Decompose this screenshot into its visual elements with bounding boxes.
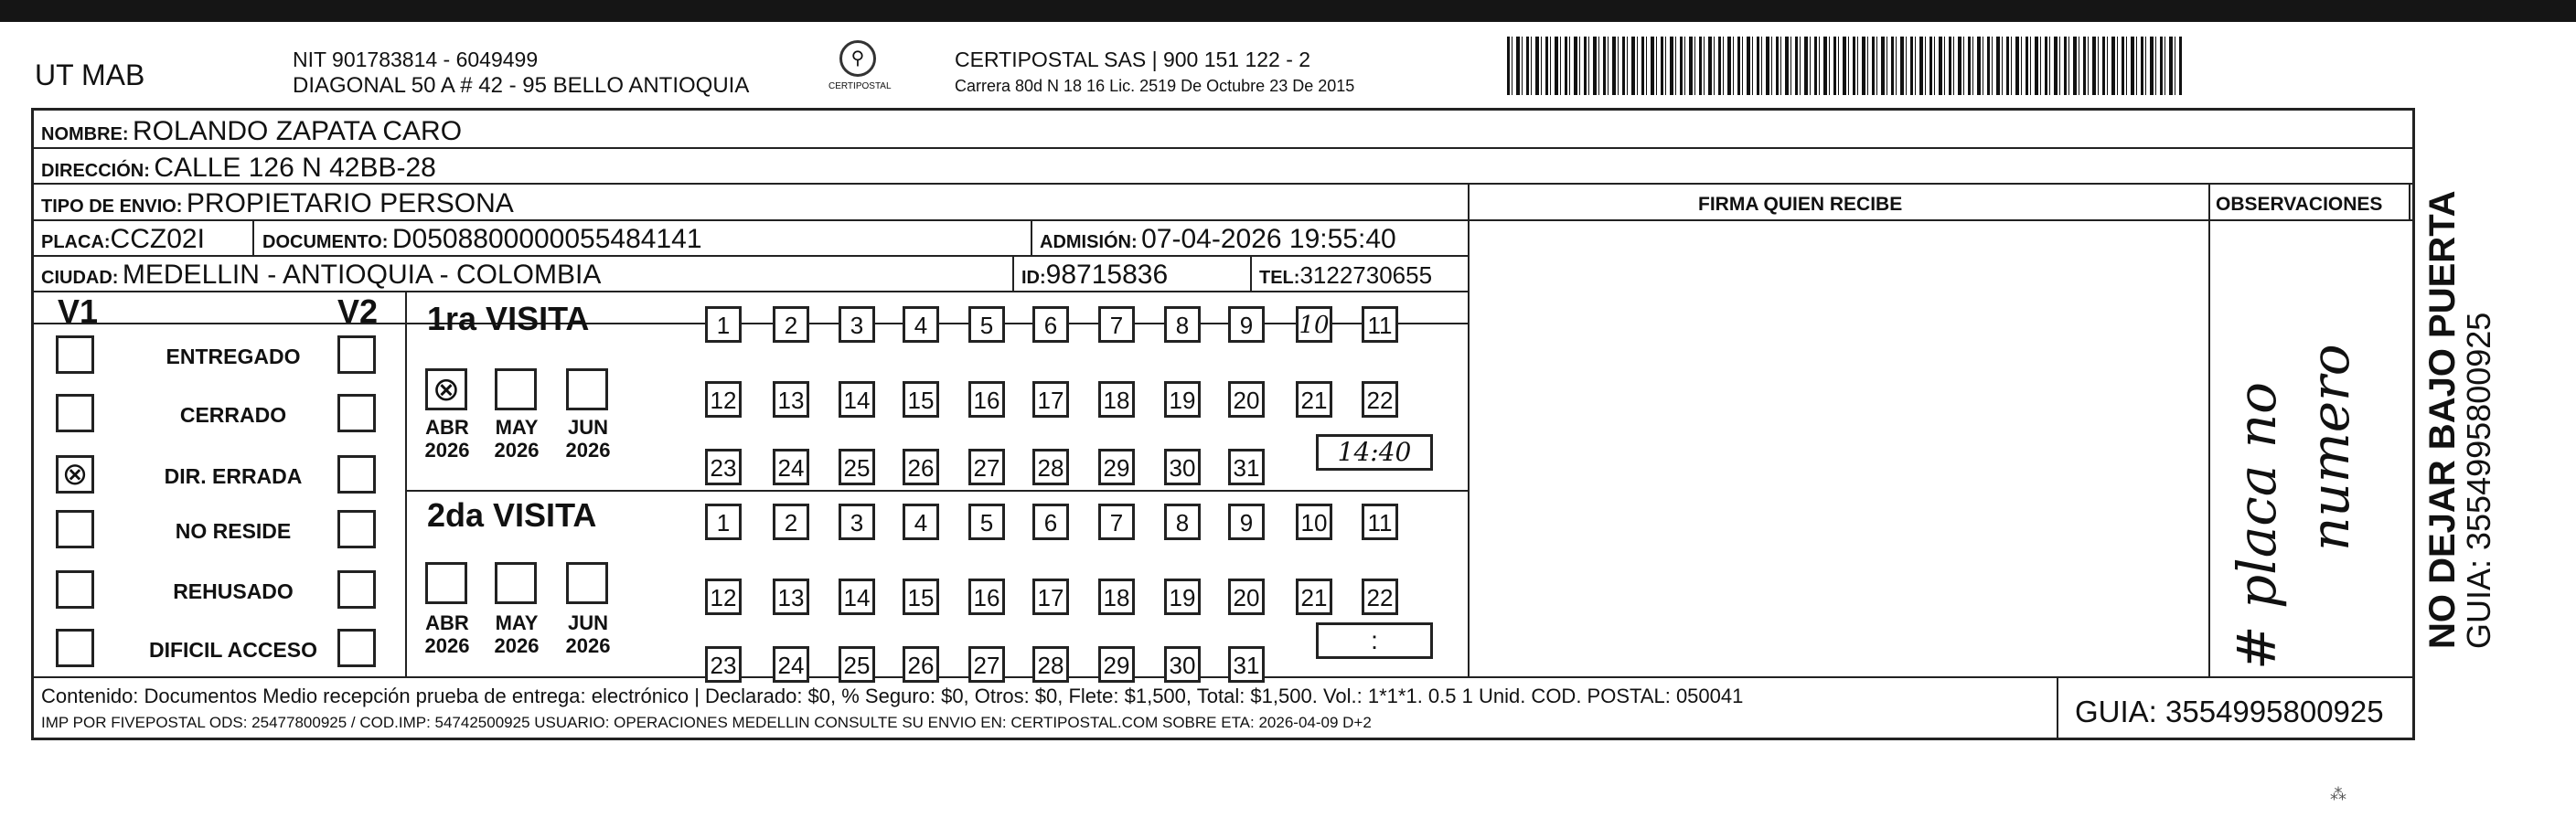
- day-box[interactable]: 2: [773, 306, 809, 343]
- year-label: 2026: [565, 439, 611, 462]
- v1-checkbox-rehusado[interactable]: [56, 570, 94, 609]
- day-box[interactable]: 19: [1164, 579, 1201, 615]
- firma-divider: [1468, 183, 1470, 676]
- day-box[interactable]: 19: [1164, 381, 1201, 418]
- day-box[interactable]: 11: [1362, 306, 1398, 343]
- day-box[interactable]: 25: [839, 449, 875, 485]
- option-entregado: ENTREGADO: [166, 345, 301, 368]
- day-box[interactable]: 24: [773, 449, 809, 485]
- v1-header: V1: [58, 292, 99, 330]
- day-box[interactable]: 21: [1296, 381, 1332, 418]
- ciudad-label: CIUDAD:: [41, 268, 119, 288]
- day-box[interactable]: 8: [1164, 306, 1201, 343]
- day-box[interactable]: 14: [839, 579, 875, 615]
- day-box[interactable]: 17: [1032, 579, 1069, 615]
- v1-checkbox-dificil-acceso[interactable]: [56, 629, 94, 667]
- cell-divider: [252, 219, 254, 255]
- v2-checkbox-rehusado[interactable]: [337, 570, 376, 609]
- direccion-label: DIRECCIÓN:: [41, 161, 150, 181]
- row-divider: [34, 291, 1470, 292]
- observaciones-header: OBSERVACIONES: [2216, 194, 2383, 215]
- day-box[interactable]: 4: [903, 504, 939, 540]
- v2-checkbox-entregado[interactable]: [337, 335, 376, 374]
- year-label: 2026: [424, 634, 470, 658]
- day-box[interactable]: 24: [773, 646, 809, 683]
- day-box[interactable]: 17: [1032, 381, 1069, 418]
- option-dificil-acceso: DIFICIL ACCESO: [148, 638, 317, 662]
- first-visit-time-box[interactable]: 14:40: [1316, 434, 1433, 471]
- day-box[interactable]: 30: [1164, 646, 1201, 683]
- day-box[interactable]: 30: [1164, 449, 1201, 485]
- v2-checkbox-dificil-acceso[interactable]: [337, 629, 376, 667]
- footer-divider: [34, 676, 2412, 678]
- second-visit-time-box[interactable]: :: [1316, 622, 1433, 659]
- first-visit-title: 1ra VISITA: [427, 300, 590, 337]
- observaciones-note-line2: numero: [2299, 344, 2361, 551]
- side-warning: NO DEJAR BAJO PUERTA: [2422, 190, 2463, 649]
- day-box[interactable]: 23: [705, 646, 742, 683]
- day-box[interactable]: 20: [1228, 381, 1265, 418]
- row-divider: [34, 183, 2412, 185]
- tipo-envio-label: TIPO DE ENVIO:: [41, 196, 183, 217]
- month-box-jun-first[interactable]: [566, 368, 608, 410]
- day-box[interactable]: 29: [1098, 449, 1135, 485]
- day-box[interactable]: 25: [839, 646, 875, 683]
- month-label: MAY: [495, 611, 539, 634]
- day-box[interactable]: 9: [1228, 306, 1265, 343]
- v2-checkbox-no-reside[interactable]: [337, 510, 376, 548]
- row-divider: [34, 219, 2412, 221]
- tipo-envio-value: PROPIETARIO PERSONA: [186, 188, 514, 218]
- admision-label: ADMISIÓN:: [1040, 232, 1138, 252]
- tel-value: 3122730655: [1299, 261, 1433, 289]
- cell-divider: [1012, 255, 1014, 291]
- shipment-form: [31, 108, 2415, 740]
- day-box[interactable]: 10: [1296, 504, 1332, 540]
- guia-divider: [2057, 676, 2058, 740]
- option-dir-errada: DIR. ERRADA: [164, 464, 303, 488]
- day-box[interactable]: 28: [1032, 449, 1069, 485]
- day-box[interactable]: 31: [1228, 449, 1265, 485]
- v1-checkbox-no-reside[interactable]: [56, 510, 94, 548]
- day-box[interactable]: 18: [1098, 381, 1135, 418]
- day-box[interactable]: 29: [1098, 646, 1135, 683]
- month-box-jun-second[interactable]: [566, 562, 608, 604]
- placa-value: CCZ02I: [110, 224, 205, 254]
- stray-mark-icon: ⁂: [2330, 785, 2346, 803]
- v1-checkbox-cerrado[interactable]: [56, 394, 94, 432]
- day-box[interactable]: 16: [968, 381, 1005, 418]
- month-label: JUN: [567, 416, 608, 439]
- visit-divider: [405, 291, 407, 676]
- day-box[interactable]: 1: [705, 306, 742, 343]
- top-border: [0, 0, 2576, 22]
- tel-label: TEL:: [1259, 268, 1300, 288]
- v1-checkbox-dir-errada-checked[interactable]: ⊗: [56, 455, 94, 494]
- cell-divider: [1250, 255, 1252, 291]
- firma-header: FIRMA QUIEN RECIBE: [1698, 194, 1903, 215]
- day-box[interactable]: 26: [903, 449, 939, 485]
- id-label: ID:: [1021, 268, 1046, 288]
- footer-guia: GUIA: 3554995800925: [2075, 695, 2384, 728]
- v1-checkbox-entregado[interactable]: [56, 335, 94, 374]
- row-divider: [405, 490, 1470, 492]
- year-label: 2026: [494, 634, 540, 658]
- month-label: ABR: [425, 416, 469, 439]
- placa-label: PLACA:: [41, 232, 111, 252]
- day-box[interactable]: 12: [705, 579, 742, 615]
- id-value: 98715836: [1045, 260, 1169, 290]
- day-box[interactable]: 5: [968, 306, 1005, 343]
- footer-contenido: Contenido: Documentos Medio recepción prueba de entrega: electrónico | Declarado: $0, % Seguro: $0, Otros: $0, Flete: $1,500, Total: $1,500. Vol.: 1*1*1. 0.5 1 Unid. COD. POSTAL: 050041: [41, 685, 1744, 707]
- sender-address: DIAGONAL 50 A # 42 - 95 BELLO ANTIOQUIA: [293, 73, 750, 98]
- footer-imp: IMP POR FIVEPOSTAL ODS: 25477800925 / COD.IMP: 54742500925 USUARIO: OPERACIONES MEDELLIN CONSULTE SU ENVIO EN: CERTIPOSTAL.COM SOBRE ETA: 2026-04-09 D+2: [41, 714, 1372, 731]
- company-name: CERTIPOSTAL SAS | 900 151 122 - 2: [955, 48, 1311, 71]
- option-no-reside: NO RESIDE: [175, 519, 292, 543]
- nombre-value: ROLANDO ZAPATA CARO: [133, 116, 463, 146]
- day-box[interactable]: 23: [705, 449, 742, 485]
- second-visit-title: 2da VISITA: [427, 496, 597, 534]
- day-box[interactable]: 7: [1098, 504, 1135, 540]
- day-box[interactable]: 27: [968, 646, 1005, 683]
- day-box[interactable]: 5: [968, 504, 1005, 540]
- day-box[interactable]: 12: [705, 381, 742, 418]
- day-box[interactable]: 15: [903, 579, 939, 615]
- obs-divider: [2208, 183, 2210, 676]
- month-label: ABR: [425, 611, 469, 634]
- v2-checkbox-dir-errada[interactable]: [337, 455, 376, 494]
- v2-header: V2: [337, 292, 379, 330]
- year-label: 2026: [494, 439, 540, 462]
- year-label: 2026: [565, 634, 611, 658]
- year-label: 2026: [424, 439, 470, 462]
- day-box[interactable]: 26: [903, 646, 939, 683]
- day-box[interactable]: 13: [773, 579, 809, 615]
- day-box[interactable]: 11: [1362, 504, 1398, 540]
- direccion-value: CALLE 126 N 42BB-28: [154, 153, 436, 183]
- day-box[interactable]: 6: [1032, 504, 1069, 540]
- day-box[interactable]: 8: [1164, 504, 1201, 540]
- option-rehusado: REHUSADO: [173, 579, 294, 603]
- day-box[interactable]: 6: [1032, 306, 1069, 343]
- day-box[interactable]: 7: [1098, 306, 1135, 343]
- v2-checkbox-cerrado[interactable]: [337, 394, 376, 432]
- day-box[interactable]: 20: [1228, 579, 1265, 615]
- nombre-label: NOMBRE:: [41, 124, 129, 144]
- day-box[interactable]: 31: [1228, 646, 1265, 683]
- day-box[interactable]: 13: [773, 381, 809, 418]
- day-box[interactable]: 1: [705, 504, 742, 540]
- day-box[interactable]: 3: [839, 504, 875, 540]
- company-logo-icon: ⚲: [839, 40, 876, 77]
- day-box[interactable]: 2: [773, 504, 809, 540]
- month-box-abr-first-checked[interactable]: ⊗: [425, 368, 467, 410]
- day-box[interactable]: 14: [839, 381, 875, 418]
- cell-divider: [1031, 219, 1032, 255]
- day-box[interactable]: 28: [1032, 646, 1069, 683]
- day-box[interactable]: 15: [903, 381, 939, 418]
- observaciones-note-line1: # placa no: [2226, 381, 2288, 670]
- month-label: MAY: [495, 416, 539, 439]
- sender-code: UT MAB: [35, 58, 145, 91]
- option-cerrado: CERRADO: [179, 403, 287, 427]
- obs-divider: [2409, 183, 2410, 219]
- day-box[interactable]: 9: [1228, 504, 1265, 540]
- day-box[interactable]: 16: [968, 579, 1005, 615]
- day-box[interactable]: 18: [1098, 579, 1135, 615]
- day-box[interactable]: 21: [1296, 579, 1332, 615]
- company-license: Carrera 80d N 18 16 Lic. 2519 De Octubre 23 De 2015: [955, 77, 1355, 95]
- ciudad-value: MEDELLIN - ANTIOQUIA - COLOMBIA: [122, 260, 602, 290]
- month-label: JUN: [567, 611, 608, 634]
- day-box[interactable]: 22: [1362, 381, 1398, 418]
- month-box-may-second[interactable]: [495, 562, 537, 604]
- month-box-abr-second[interactable]: [425, 562, 467, 604]
- admision-value: 07-04-2026 19:55:40: [1141, 224, 1396, 254]
- side-guia: GUIA: 3554995800925: [2460, 312, 2497, 649]
- day-box[interactable]: 22: [1362, 579, 1398, 615]
- day-box[interactable]: 27: [968, 449, 1005, 485]
- day-box[interactable]: 3: [839, 306, 875, 343]
- row-divider: [34, 255, 1470, 257]
- logo-text: CERTIPOSTAL: [828, 81, 892, 91]
- month-box-may-first[interactable]: [495, 368, 537, 410]
- day-box-marked[interactable]: 10: [1296, 306, 1332, 343]
- nit-text: NIT 901783814 - 6049499: [293, 48, 539, 71]
- row-divider: [34, 147, 2412, 149]
- documento-label: DOCUMENTO:: [262, 232, 389, 252]
- documento-value: D0508800000055484141: [391, 224, 702, 254]
- day-box[interactable]: 4: [903, 306, 939, 343]
- barcode-icon: [1507, 37, 2184, 95]
